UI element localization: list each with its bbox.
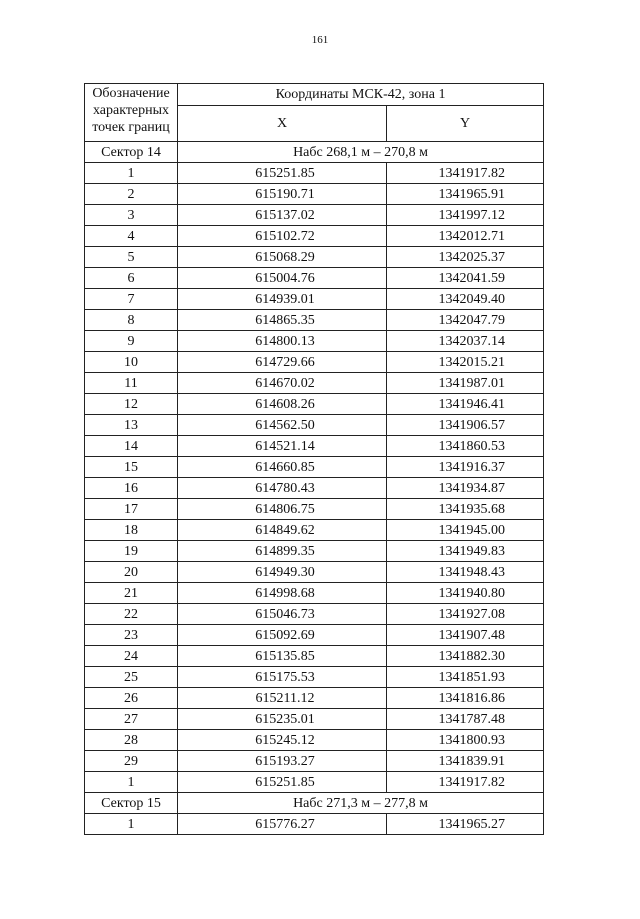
y-coordinate: 1342015.21 [387,352,544,373]
point-number: 8 [85,310,178,331]
table-row [85,331,544,352]
table-row [85,604,544,625]
table-row [85,184,544,205]
x-coordinate: 615245.12 [178,730,387,751]
point-number: 3 [85,205,178,226]
x-coordinate: 614899.35 [178,541,387,562]
header-label-line: точек границ [92,120,170,135]
table-row [85,226,544,247]
x-coordinate: 615135.85 [178,646,387,667]
y-coordinate: 1341948.43 [387,562,544,583]
sector-elevation: Набс 268,1 м – 270,8 м [178,142,544,163]
table-row [85,709,544,730]
y-coordinate: 1341917.82 [387,163,544,184]
table-row [85,562,544,583]
table-row [85,436,544,457]
x-coordinate: 614949.30 [178,562,387,583]
table-row [85,394,544,415]
table-row [85,646,544,667]
page-number: 161 [311,34,329,46]
table-row [85,163,544,184]
table-row [85,520,544,541]
y-coordinate: 1341945.00 [387,520,544,541]
point-number: 24 [85,646,178,667]
point-number: 16 [85,478,178,499]
sector-row [85,793,544,814]
x-coordinate: 614660.85 [178,457,387,478]
y-coordinate: 1342049.40 [387,289,544,310]
x-coordinate: 615211.12 [178,688,387,709]
x-coordinate: 614670.02 [178,373,387,394]
point-number: 4 [85,226,178,247]
y-coordinate: 1341882.30 [387,646,544,667]
sector-elevation: Набс 271,3 м – 277,8 м [178,793,544,814]
y-coordinate: 1341997.12 [387,205,544,226]
y-coordinate: 1342041.59 [387,268,544,289]
table-row [85,268,544,289]
y-coordinate: 1341860.53 [387,436,544,457]
x-coordinate: 615776.27 [178,814,387,835]
table-row [85,499,544,520]
y-coordinate: 1341946.41 [387,394,544,415]
y-coordinate: 1342037.14 [387,331,544,352]
x-coordinate: 614780.43 [178,478,387,499]
point-number: 27 [85,709,178,730]
sector-label: Сектор 15 [85,793,178,814]
x-coordinate: 614800.13 [178,331,387,352]
x-coordinate: 615092.69 [178,625,387,646]
point-number: 10 [85,352,178,373]
x-coordinate: 614521.14 [178,436,387,457]
point-number: 1 [85,814,178,835]
x-coordinate: 614562.50 [178,415,387,436]
y-coordinate: 1341851.93 [387,667,544,688]
sector-row [85,142,544,163]
y-coordinate: 1342047.79 [387,310,544,331]
y-coordinate: 1341965.91 [387,184,544,205]
table-row [85,478,544,499]
table-row [85,457,544,478]
x-coordinate: 615102.72 [178,226,387,247]
coordinates-title: Координаты МСК-42, зона 1 [178,84,544,106]
point-number: 6 [85,268,178,289]
point-number: 23 [85,625,178,646]
point-number: 9 [85,331,178,352]
point-number: 15 [85,457,178,478]
table-row [85,814,544,835]
table-row [85,247,544,268]
table-row [85,625,544,646]
table-row [85,289,544,310]
x-coordinate: 615004.76 [178,268,387,289]
y-coordinate: 1341935.68 [387,499,544,520]
sector-label: Сектор 14 [85,142,178,163]
y-coordinate: 1341949.83 [387,541,544,562]
y-coordinate: 1341940.80 [387,583,544,604]
table-row [85,205,544,226]
point-number: 20 [85,562,178,583]
y-coordinate: 1342012.71 [387,226,544,247]
point-number: 25 [85,667,178,688]
header-label-line: Обозначение [92,86,170,101]
point-number: 11 [85,373,178,394]
x-coordinate: 615193.27 [178,751,387,772]
y-coordinate: 1341906.57 [387,415,544,436]
point-number: 19 [85,541,178,562]
x-coordinate: 614806.75 [178,499,387,520]
y-coordinate: 1341907.48 [387,625,544,646]
point-number: 12 [85,394,178,415]
x-coordinate: 615137.02 [178,205,387,226]
table-row [85,352,544,373]
column-x-header: X [178,106,387,142]
x-coordinate: 615251.85 [178,163,387,184]
point-number: 1 [85,163,178,184]
y-coordinate: 1341927.08 [387,604,544,625]
y-coordinate: 1341917.82 [387,772,544,793]
x-coordinate: 615251.85 [178,772,387,793]
point-number: 21 [85,583,178,604]
point-number: 1 [85,772,178,793]
x-coordinate: 615175.53 [178,667,387,688]
y-coordinate: 1341787.48 [387,709,544,730]
coordinates-table [84,83,544,835]
x-coordinate: 615190.71 [178,184,387,205]
point-number: 22 [85,604,178,625]
point-number: 2 [85,184,178,205]
table-row [85,583,544,604]
point-number: 14 [85,436,178,457]
point-number: 17 [85,499,178,520]
point-number: 7 [85,289,178,310]
table-row [85,772,544,793]
x-coordinate: 615046.73 [178,604,387,625]
point-number: 26 [85,688,178,709]
table-row [85,415,544,436]
table-row [85,667,544,688]
table-row [85,373,544,394]
table-row [85,688,544,709]
point-number: 18 [85,520,178,541]
x-coordinate: 615235.01 [178,709,387,730]
x-coordinate: 614849.62 [178,520,387,541]
x-coordinate: 615068.29 [178,247,387,268]
x-coordinate: 614608.26 [178,394,387,415]
x-coordinate: 614865.35 [178,310,387,331]
y-coordinate: 1341916.37 [387,457,544,478]
y-coordinate: 1342025.37 [387,247,544,268]
y-coordinate: 1341816.86 [387,688,544,709]
point-number: 5 [85,247,178,268]
x-coordinate: 614729.66 [178,352,387,373]
y-coordinate: 1341800.93 [387,730,544,751]
x-coordinate: 614939.01 [178,289,387,310]
y-coordinate: 1341934.87 [387,478,544,499]
column-y-header: Y [387,106,544,142]
point-number: 13 [85,415,178,436]
table-row [85,310,544,331]
point-number: 29 [85,751,178,772]
table-row [85,541,544,562]
x-coordinate: 614998.68 [178,583,387,604]
header-row-title [85,84,544,106]
table-row [85,751,544,772]
header-label-line: характерных [92,103,170,118]
y-coordinate: 1341987.01 [387,373,544,394]
y-coordinate: 1341965.27 [387,814,544,835]
table-row [85,730,544,751]
point-number: 28 [85,730,178,751]
y-coordinate: 1341839.91 [387,751,544,772]
point-label-header [85,84,178,142]
